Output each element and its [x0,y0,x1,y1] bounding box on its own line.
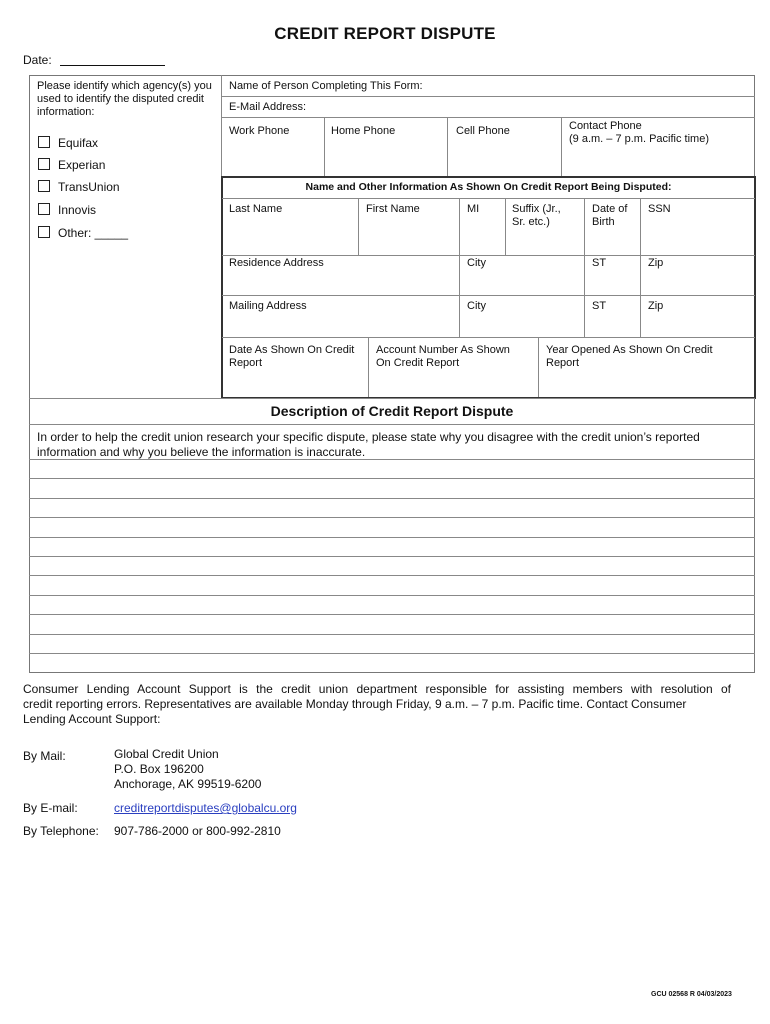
col-divider [324,117,325,177]
st-label: ST [592,300,607,312]
dispute-writing-line[interactable] [29,556,755,557]
year-opened-label-line1: Year Opened As Shown On Credit [546,344,713,356]
row-divider [222,255,755,256]
work-phone-label: Work Phone [229,125,290,137]
home-phone-label: Home Phone [331,125,396,137]
checkbox-experian[interactable] [38,158,50,170]
option-innovis: Innovis [58,203,97,217]
option-experian: Experian [58,158,106,172]
dispute-writing-line[interactable] [29,537,755,538]
cell-phone-label: Cell Phone [456,125,510,137]
mail-address-line3: Anchorage, AK 99519-6200 [114,777,262,791]
dispute-writing-line[interactable] [29,459,755,460]
date-label: Date: [23,53,52,67]
dispute-writing-line[interactable] [29,634,755,635]
checkbox-other[interactable] [38,226,50,238]
by-telephone-label: By Telephone: [23,824,99,838]
by-mail-label: By Mail: [23,749,66,763]
date-shown-label-line2: Report [229,357,263,369]
dispute-writing-line[interactable] [29,575,755,576]
by-email-label: By E-mail: [23,801,78,815]
form-title: CREDIT REPORT DISPUTE [274,24,496,43]
suffix-label-line2: Sr. etc.) [512,216,550,228]
col-divider [447,117,448,177]
account-number-label-line1: Account Number As Shown [376,344,510,356]
description-instruction-line1: In order to help the credit union research your specific dispute, please state why you disagree with the credit union’s reported [37,430,700,444]
col-divider [459,198,460,255]
row-divider [221,117,755,118]
date-field[interactable] [60,65,165,66]
form-code: GCU 02568 R 04/03/2023 [651,991,732,998]
mail-address-line2: P.O. Box 196200 [114,762,204,776]
city-label: City [467,257,486,269]
row-divider [222,337,755,338]
email-label: E-Mail Address: [229,101,307,113]
zip-label: Zip [648,300,664,312]
contact-phone-label: Contact Phone [569,120,642,132]
col-divider [459,255,460,337]
col-divider [561,117,562,177]
st-label: ST [592,257,607,269]
dispute-writing-line[interactable] [29,595,755,596]
year-opened-label-line2: Report [546,357,580,369]
row-divider [222,295,755,296]
agency-instruction: Please identify which agency(s) you used to identify the disputed credit information: [37,80,212,118]
residence-address-label: Residence Address [229,257,324,269]
ssn-label: SSN [648,203,671,215]
support-paragraph-line3: Lending Account Support: [23,712,161,726]
city-label: City [467,300,486,312]
dob-label-line1: Date of [592,203,628,215]
row-divider [221,96,755,97]
option-transunion: TransUnion [58,180,120,194]
section-divider [29,424,755,425]
col-divider [584,198,585,337]
mail-address-line1: Global Credit Union [114,747,219,761]
checkbox-innovis[interactable] [38,203,50,215]
account-number-label-line2: On Credit Report [376,357,460,369]
row-divider [222,198,755,199]
support-paragraph-line1: Consumer Lending Account Support is the credit union department responsible for assisting members with resolution of [23,682,731,696]
zip-label: Zip [648,257,664,269]
option-other: Other: _____ [58,226,129,240]
dispute-writing-line[interactable] [29,478,755,479]
report-info-box [221,176,756,399]
checkbox-equifax[interactable] [38,136,50,148]
option-equifax: Equifax [58,136,99,150]
support-paragraph-line2: credit reporting errors. Representatives are available Monday through Friday, 9 a.m. – 7 p.m. Pacific time. Contact Consumer [23,697,687,711]
description-title: Description of Credit Report Dispute [270,403,514,419]
col-divider [358,198,359,255]
col-divider [538,337,539,397]
col-divider [505,198,506,255]
name-of-person-label: Name of Person Completing This Form: [229,80,423,92]
dispute-writing-line[interactable] [29,614,755,615]
dispute-writing-line[interactable] [29,498,755,499]
dob-label-line2: Birth [592,216,615,228]
contact-phone-note: (9 a.m. – 7 p.m. Pacific time) [569,133,709,145]
suffix-label-line1: Suffix (Jr., [512,203,561,215]
telephone-numbers: 907-786-2000 or 800-992-2810 [114,824,281,838]
first-name-label: First Name [366,203,420,215]
dispute-writing-line[interactable] [29,653,755,654]
col-divider [368,337,369,397]
report-info-header: Name and Other Information As Shown On Credit Report Being Disputed: [305,181,672,193]
mi-label: MI [467,203,480,215]
date-shown-label-line1: Date As Shown On Credit [229,344,355,356]
email-link[interactable]: creditreportdisputes@globalcu.org [114,801,297,815]
mailing-address-label: Mailing Address [229,300,307,312]
section-divider [29,398,755,399]
dispute-writing-line[interactable] [29,517,755,518]
col-divider [640,198,641,337]
description-instruction-line2: information and why you believe the information is inaccurate. [37,445,366,459]
last-name-label: Last Name [229,203,283,215]
checkbox-transunion[interactable] [38,180,50,192]
